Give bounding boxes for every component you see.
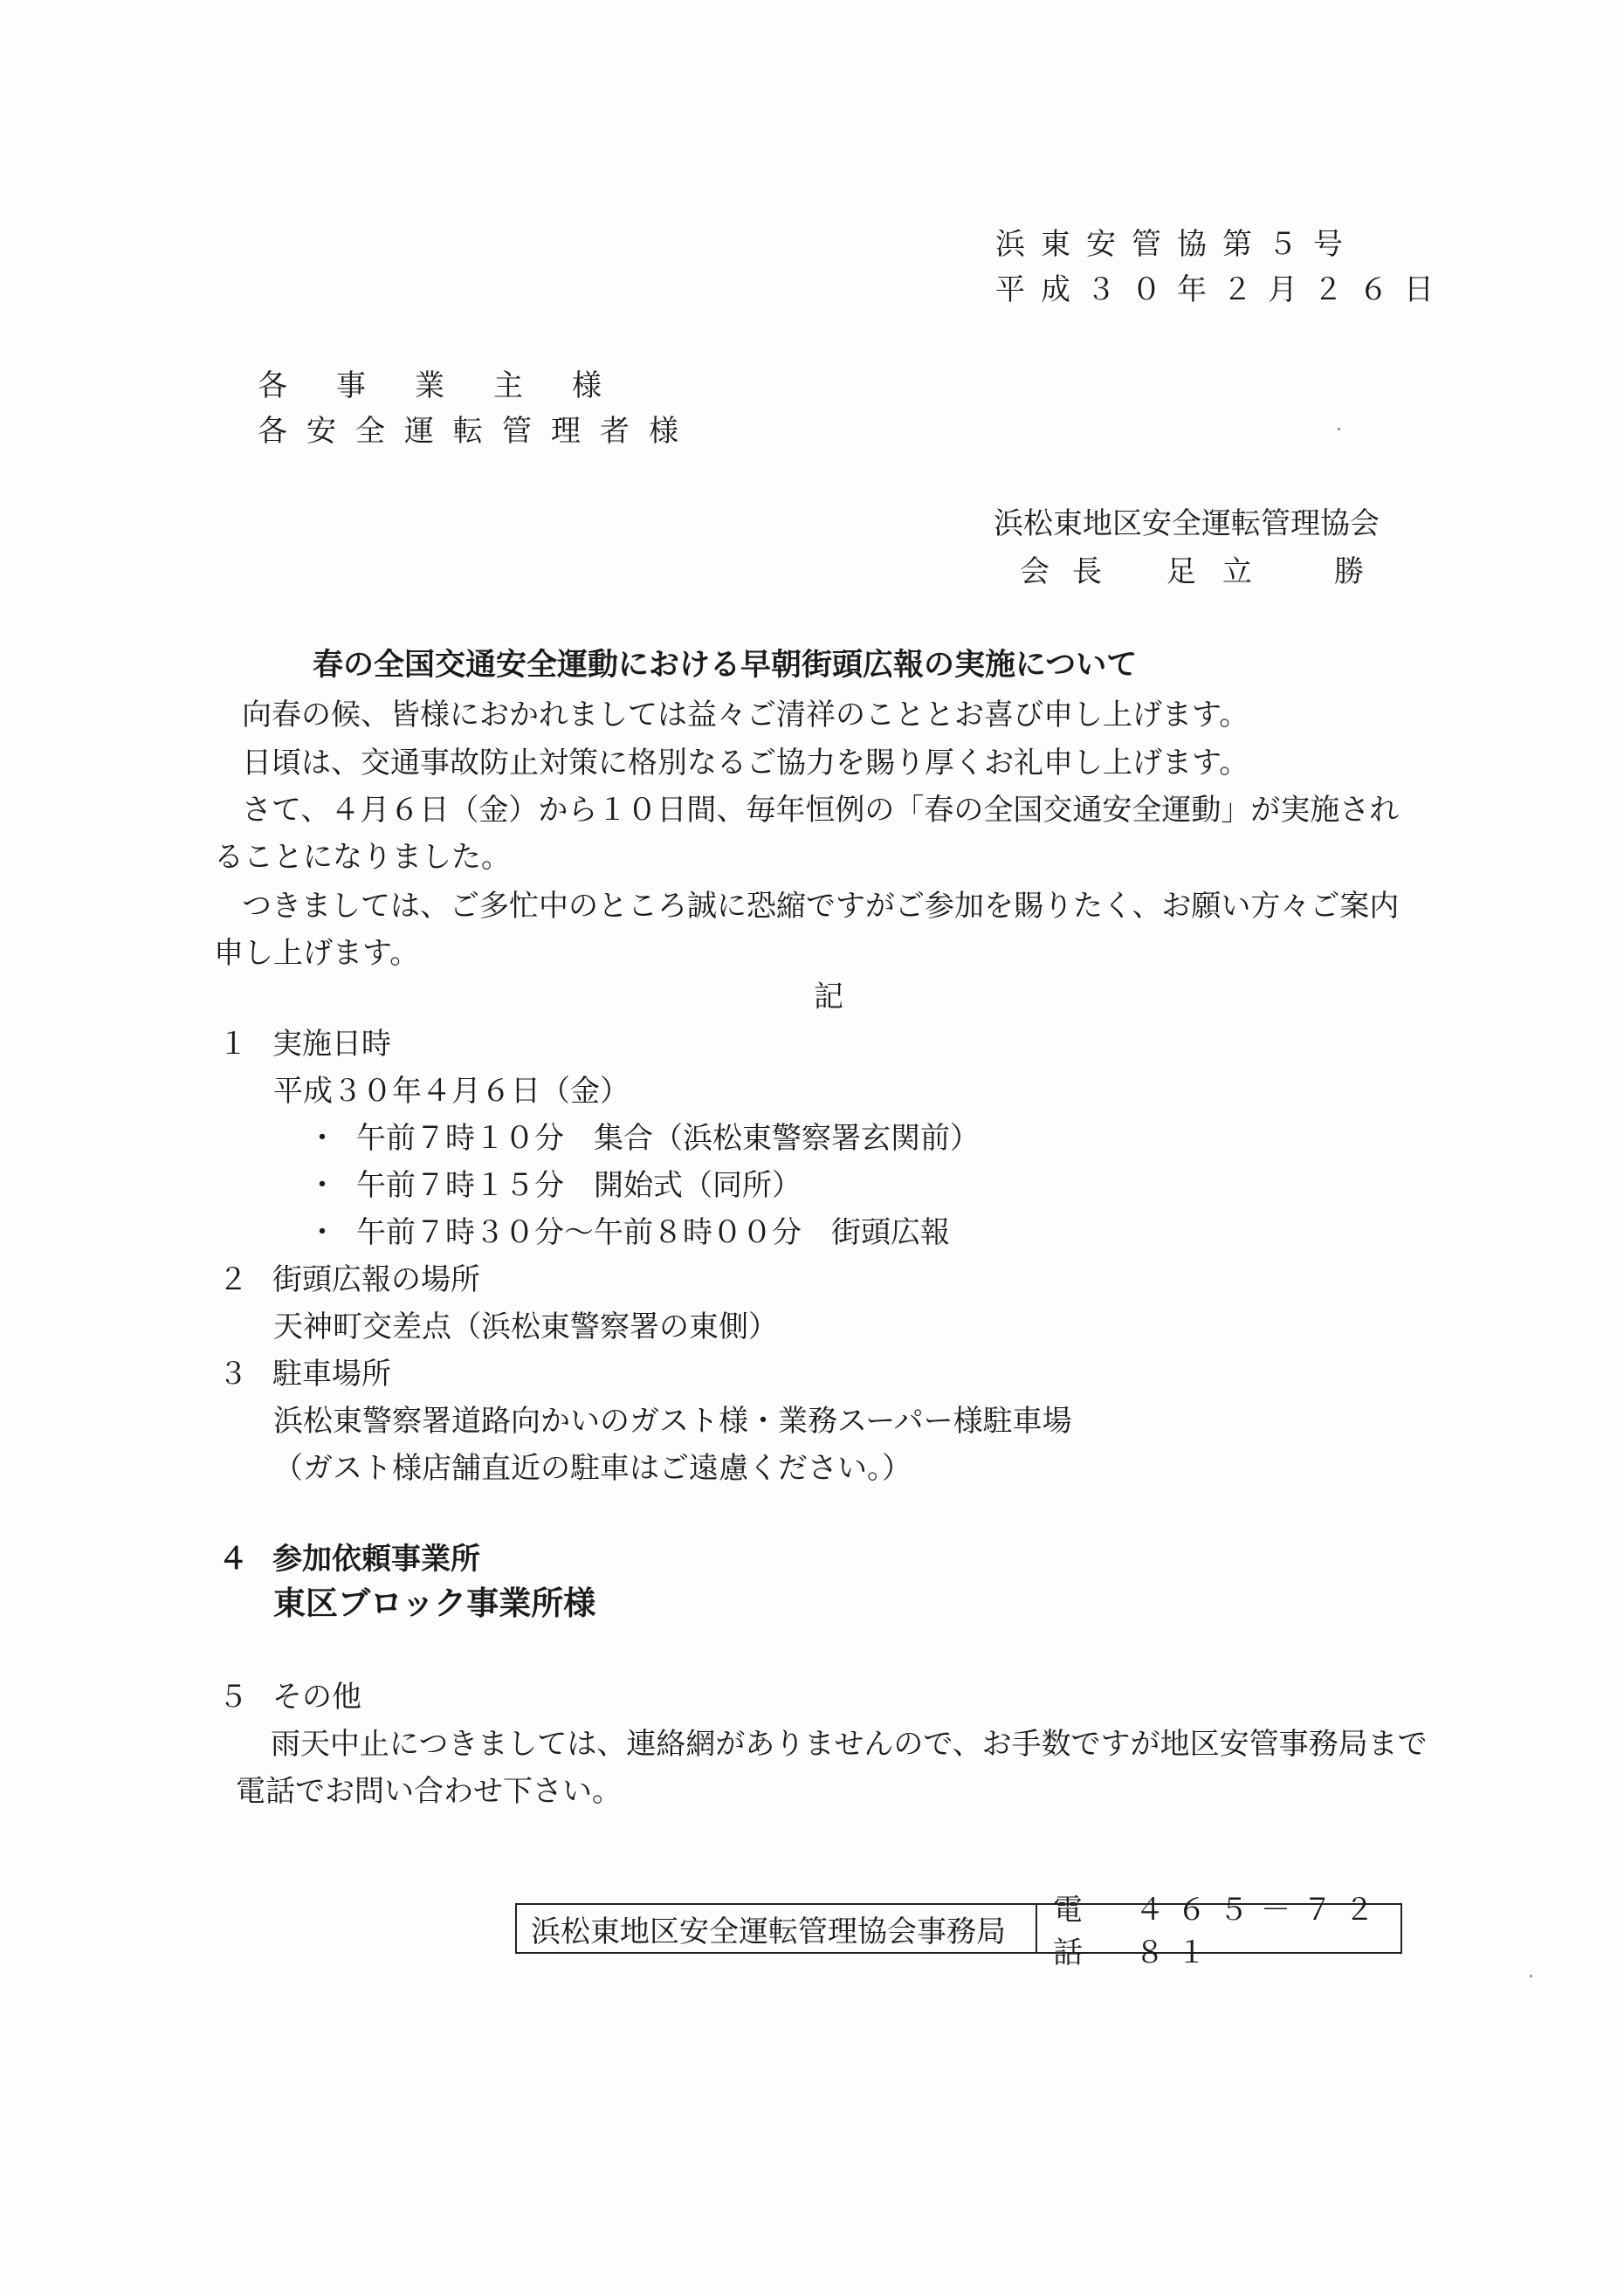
body-paragraph-3-line-1: さて、４月６日（金）から１０日間、毎年恒例の「春の全国交通安全運動」が実施され [242,793,1400,828]
section-heading-text: 参加依頼事業所 [272,1542,480,1577]
body-paragraph-2: 日頃は、交通事故防止対策に格別なるご協力を賜り厚くお礼申し上げます。 [242,746,1249,780]
section-heading-text: 駐車場所 [272,1357,391,1392]
schedule-item [307,1213,950,1252]
section-3-heading [218,1355,391,1393]
contact-phone [1037,1886,1400,1971]
scan-speck [1530,1975,1532,1977]
scan-speck [1338,428,1340,430]
section-heading-text: 実施日時 [272,1027,391,1062]
body-paragraph-1: 向春の候、皆様におかれましては益々ご清祥のこととお喜び申し上げます。 [242,698,1249,732]
phone-label: 電話 [1053,1893,1083,1970]
contact-office: 浜松東地区安全運転管理協会事務局 [517,1905,1037,1952]
sender-name: 足立 勝 [1166,554,1390,589]
body-paragraph-4-line-2: 申し上げます。 [214,936,420,971]
ki-marker: 記 [814,980,843,1014]
schedule-item-text: 午前７時３０分～午前８時００分 街頭広報 [356,1215,950,1250]
phone-number: ４６５－７２８１ [1134,1893,1387,1970]
body-paragraph-3-line-2: ることになりました。 [214,840,511,875]
schedule-item-text: 午前７時１５分 開始式（同所） [356,1168,802,1203]
sender-title-name [1020,553,1390,591]
section-heading-text: その他 [272,1680,361,1715]
section-number: ２ [218,1262,248,1297]
addressee-line-2: 各安全運転管理者様 [258,414,698,449]
schedule-item [307,1166,802,1205]
sender-title: 会長 [1020,554,1125,589]
addressee-char: 各 [258,368,287,403]
section-number: ４ [218,1542,248,1577]
section-number: １ [218,1027,248,1062]
section-3-body: 浜松東警察署道路向かいのガスト様・業務スーパー様駐車場 [273,1404,1072,1439]
sender-organization: 浜松東地区安全運転管理協会 [994,506,1380,541]
section-5-body-line-2: 電話でお問い合わせ下さい。 [236,1774,622,1809]
document-title: 春の全国交通安全運動における早朝街頭広報の実施について [313,647,1138,683]
addressee-char: 様 [572,368,602,403]
section-5-body-line-1: 雨天中止につきましては、連絡網がありませんので、お手数ですが地区安管事務局まで [271,1727,1428,1762]
section-4-heading [218,1540,480,1578]
addressee-char: 事 [336,368,366,403]
section-1-date: 平成３０年４月６日（金） [273,1074,630,1109]
issue-date: 平成３０年２月２６日 [995,272,1449,307]
section-2-heading [218,1261,480,1299]
bullet-dot: ・ [307,1168,337,1203]
section-3-note: （ガスト様店舗直近の駐車はご遠慮ください。） [273,1451,912,1486]
bullet-dot: ・ [307,1215,337,1250]
bullet-dot: ・ [307,1121,337,1156]
schedule-item [307,1119,980,1158]
addressee-char: 業 [415,368,444,403]
body-paragraph-4-line-1: つきましては、ご多忙中のところ誠に恐縮ですがご参加を賜りたく、お願い方々ご案内 [242,889,1400,924]
contact-box [515,1893,1402,1970]
section-heading-text: 街頭広報の場所 [272,1262,480,1297]
section-number: ５ [218,1680,248,1715]
section-5-heading [218,1678,361,1716]
schedule-item-text: 午前７時１０分 集合（浜松東警察署玄関前） [356,1121,980,1156]
section-2-body: 天神町交差点（浜松東警察署の東側） [273,1310,778,1344]
section-4-body: 東区ブロック事業所様 [273,1584,596,1622]
section-number: ３ [218,1357,248,1392]
section-1-heading [218,1025,391,1063]
addressee-line-1 [258,367,650,405]
reference-number: 浜東安管協第５号 [995,227,1359,262]
addressee-char: 主 [493,368,523,403]
